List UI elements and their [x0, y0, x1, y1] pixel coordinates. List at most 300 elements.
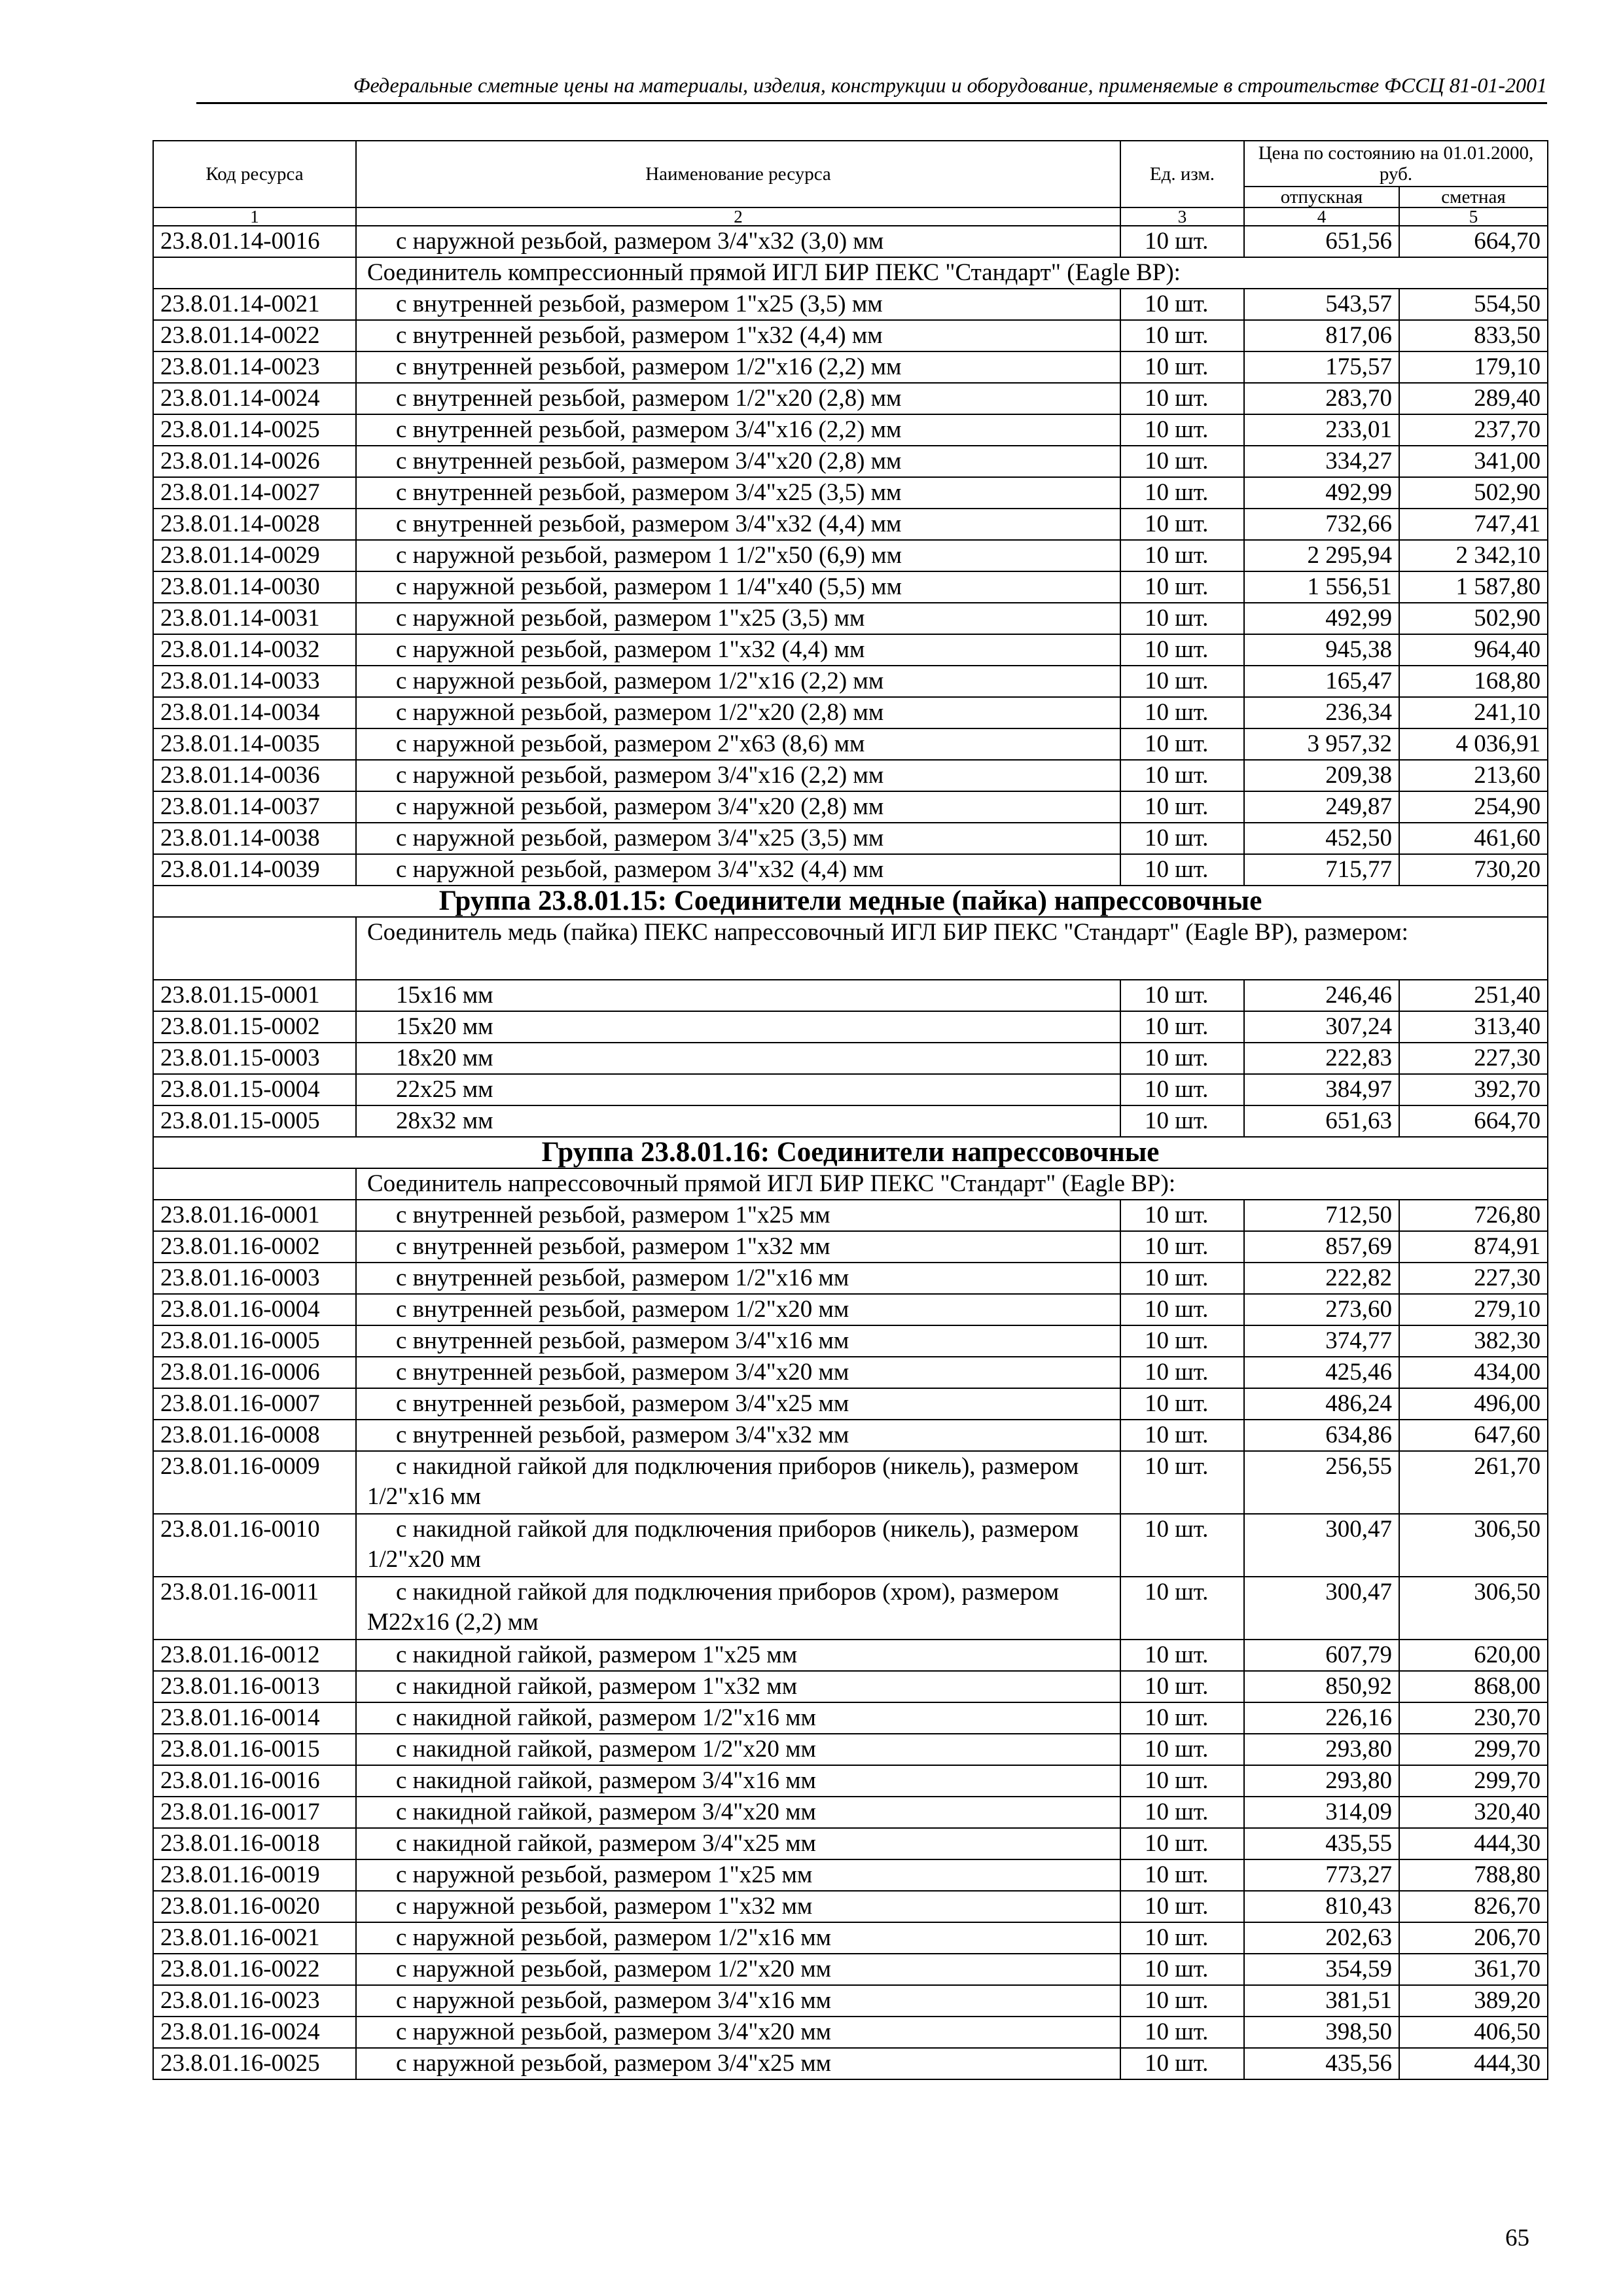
table-row [153, 226, 1548, 257]
unit-cell: 10 шт. [1120, 728, 1244, 760]
estimate-price: 392,70 [1399, 1074, 1548, 1105]
resource-code: 23.8.01.16-0024 [153, 2017, 356, 2048]
table-row [153, 1702, 1548, 1734]
unit-cell: 10 шт. [1120, 1859, 1244, 1891]
table-row [153, 1200, 1548, 1231]
release-price: 398,50 [1244, 2017, 1399, 2048]
estimate-price: 261,70 [1399, 1451, 1548, 1514]
empty-code-cell [153, 257, 356, 289]
release-price: 374,77 [1244, 1325, 1399, 1357]
table-row [153, 2048, 1548, 2079]
release-price: 283,70 [1244, 383, 1399, 414]
resource-code: 23.8.01.16-0005 [153, 1325, 356, 1357]
unit-cell: 10 шт. [1120, 1765, 1244, 1797]
col-number: 1 [153, 207, 356, 226]
unit-cell: 10 шт. [1120, 289, 1244, 320]
resource-code: 23.8.01.15-0001 [153, 980, 356, 1011]
resource-code: 23.8.01.16-0025 [153, 2048, 356, 2079]
release-price: 236,34 [1244, 697, 1399, 728]
subheading-text: Соединитель медь (пайка) ПЕКС напрессовочный ИГЛ БИР ПЕКС "Стандарт" (Eagle BP), размером: [356, 917, 1548, 980]
resource-name: с наружной резьбой, размером 1"x25 (3,5) мм [356, 603, 1120, 634]
table-row [153, 414, 1548, 446]
estimate-price: 874,91 [1399, 1231, 1548, 1263]
resource-name: с наружной резьбой, размером 1 1/2"x50 (6,9) мм [356, 540, 1120, 571]
col-number: 4 [1244, 207, 1399, 226]
table-row [153, 603, 1548, 634]
unit-cell: 10 шт. [1120, 1734, 1244, 1765]
resource-name: с наружной резьбой, размером 3/4"x16 мм [356, 1985, 1120, 2017]
release-price: 607,79 [1244, 1640, 1399, 1671]
unit-cell: 10 шт. [1120, 2017, 1244, 2048]
estimate-price: 389,20 [1399, 1985, 1548, 2017]
release-price: 732,66 [1244, 509, 1399, 540]
col-number: 2 [356, 207, 1120, 226]
table-row [153, 1765, 1548, 1797]
unit-cell: 10 шт. [1120, 1985, 1244, 2017]
estimate-price: 747,41 [1399, 509, 1548, 540]
resource-code: 23.8.01.14-0027 [153, 477, 356, 509]
table-row [153, 477, 1548, 509]
resource-name: с внутренней резьбой, размером 3/4"x20 мм [356, 1357, 1120, 1388]
estimate-price: 2 342,10 [1399, 540, 1548, 571]
resource-name: с наружной резьбой, размером 3/4"x20 (2,8) мм [356, 791, 1120, 823]
table-row [153, 571, 1548, 603]
estimate-price: 1 587,80 [1399, 571, 1548, 603]
group-heading-row [153, 1137, 1548, 1168]
unit-cell: 10 шт. [1120, 1577, 1244, 1640]
estimate-price: 444,30 [1399, 2048, 1548, 2079]
release-price: 651,56 [1244, 226, 1399, 257]
unit-cell: 10 шт. [1120, 666, 1244, 697]
resource-code: 23.8.01.15-0002 [153, 1011, 356, 1043]
table-row [153, 1577, 1548, 1640]
estimate-price: 4 036,91 [1399, 728, 1548, 760]
unit-cell: 10 шт. [1120, 1514, 1244, 1577]
table-row [153, 791, 1548, 823]
resource-name: 18x20 мм [356, 1043, 1120, 1074]
unit-cell: 10 шт. [1120, 1357, 1244, 1388]
unit-cell: 10 шт. [1120, 791, 1244, 823]
unit-cell: 10 шт. [1120, 226, 1244, 257]
estimate-price: 213,60 [1399, 760, 1548, 791]
unit-cell: 10 шт. [1120, 383, 1244, 414]
table-row [153, 1640, 1548, 1671]
unit-cell: 10 шт. [1120, 1011, 1244, 1043]
price-table [152, 140, 1548, 2080]
release-price: 256,55 [1244, 1451, 1399, 1514]
unit-cell: 10 шт. [1120, 1420, 1244, 1451]
col-header-code: Код ресурса [153, 141, 356, 207]
table-row [153, 320, 1548, 351]
subheading-row [153, 1168, 1548, 1200]
resource-code: 23.8.01.16-0014 [153, 1702, 356, 1734]
estimate-price: 299,70 [1399, 1734, 1548, 1765]
release-price: 384,97 [1244, 1074, 1399, 1105]
release-price: 233,01 [1244, 414, 1399, 446]
estimate-price: 361,70 [1399, 1954, 1548, 1985]
table-row [153, 509, 1548, 540]
resource-code: 23.8.01.16-0023 [153, 1985, 356, 2017]
col-header-name: Наименование ресурса [356, 141, 1120, 207]
unit-cell: 10 шт. [1120, 1325, 1244, 1357]
resource-name: с наружной резьбой, размером 1"x32 (4,4) мм [356, 634, 1120, 666]
release-price: 492,99 [1244, 603, 1399, 634]
estimate-price: 230,70 [1399, 1702, 1548, 1734]
estimate-price: 227,30 [1399, 1263, 1548, 1294]
resource-name: с внутренней резьбой, размером 1/2"x16 мм [356, 1263, 1120, 1294]
resource-name: с накидной гайкой, размером 1/2"x20 мм [356, 1734, 1120, 1765]
unit-cell: 10 шт. [1120, 571, 1244, 603]
resource-name: с наружной резьбой, размером 2"x63 (8,6) мм [356, 728, 1120, 760]
table-row [153, 1263, 1548, 1294]
table-row [153, 1828, 1548, 1859]
resource-name: с накидной гайкой для подключения приборов (хром), размером M22x16 (2,2) мм [356, 1577, 1120, 1640]
unit-cell: 10 шт. [1120, 1797, 1244, 1828]
resource-code: 23.8.01.14-0032 [153, 634, 356, 666]
resource-code: 23.8.01.14-0026 [153, 446, 356, 477]
release-price: 354,59 [1244, 1954, 1399, 1985]
table-row [153, 351, 1548, 383]
estimate-price: 341,00 [1399, 446, 1548, 477]
unit-cell: 10 шт. [1120, 1451, 1244, 1514]
resource-code: 23.8.01.16-0009 [153, 1451, 356, 1514]
resource-name: 15x20 мм [356, 1011, 1120, 1043]
resource-name: с наружной резьбой, размером 1/2"x20 мм [356, 1954, 1120, 1985]
release-price: 543,57 [1244, 289, 1399, 320]
resource-code: 23.8.01.16-0010 [153, 1514, 356, 1577]
unit-cell: 10 шт. [1120, 509, 1244, 540]
estimate-price: 206,70 [1399, 1922, 1548, 1954]
estimate-price: 251,40 [1399, 980, 1548, 1011]
resource-code: 23.8.01.14-0038 [153, 823, 356, 854]
resource-code: 23.8.01.14-0035 [153, 728, 356, 760]
resource-name: с внутренней резьбой, размером 1/2"x20 мм [356, 1294, 1120, 1325]
group-heading: Группа 23.8.01.16: Соединители напрессовочные [153, 1137, 1548, 1168]
table-row [153, 1420, 1548, 1451]
resource-code: 23.8.01.14-0023 [153, 351, 356, 383]
resource-name: с внутренней резьбой, размером 1"x32 (4,4) мм [356, 320, 1120, 351]
price-table-body [153, 226, 1548, 2079]
table-row [153, 697, 1548, 728]
release-price: 486,24 [1244, 1388, 1399, 1420]
header-rule [196, 102, 1547, 104]
table-row [153, 1451, 1548, 1514]
table-row [153, 1922, 1548, 1954]
resource-name: с внутренней резьбой, размером 3/4"x32 мм [356, 1420, 1120, 1451]
resource-name: с наружной резьбой, размером 1"x25 мм [356, 1859, 1120, 1891]
release-price: 810,43 [1244, 1891, 1399, 1922]
release-price: 3 957,32 [1244, 728, 1399, 760]
resource-code: 23.8.01.16-0018 [153, 1828, 356, 1859]
resource-name: с наружной резьбой, размером 1/2"x16 (2,2) мм [356, 666, 1120, 697]
estimate-price: 279,10 [1399, 1294, 1548, 1325]
table-row [153, 760, 1548, 791]
estimate-price: 254,90 [1399, 791, 1548, 823]
release-price: 209,38 [1244, 760, 1399, 791]
subheading-text: Соединитель напрессовочный прямой ИГЛ БИР ПЕКС "Стандарт" (Eagle BP): [356, 1168, 1548, 1200]
resource-name: с наружной резьбой, размером 3/4"x16 (2,2) мм [356, 760, 1120, 791]
resource-name: 22x25 мм [356, 1074, 1120, 1105]
release-price: 850,92 [1244, 1671, 1399, 1702]
resource-name: с внутренней резьбой, размером 1/2"x20 (2,8) мм [356, 383, 1120, 414]
running-header: Федеральные сметные цены на материалы, изделия, конструкции и оборудование, применяемые в строительстве ФССЦ 81-01-2001 [353, 73, 1547, 97]
unit-cell: 10 шт. [1120, 446, 1244, 477]
release-price: 246,46 [1244, 980, 1399, 1011]
estimate-price: 826,70 [1399, 1891, 1548, 1922]
release-price: 634,86 [1244, 1420, 1399, 1451]
release-price: 712,50 [1244, 1200, 1399, 1231]
unit-cell: 10 шт. [1120, 1828, 1244, 1859]
table-row [153, 2017, 1548, 2048]
resource-name: с наружной резьбой, размером 1 1/4"x40 (5,5) мм [356, 571, 1120, 603]
release-price: 715,77 [1244, 854, 1399, 886]
table-row [153, 1043, 1548, 1074]
estimate-price: 320,40 [1399, 1797, 1548, 1828]
col-header-unit: Ед. изм. [1120, 141, 1244, 207]
estimate-price: 313,40 [1399, 1011, 1548, 1043]
resource-name: с наружной резьбой, размером 3/4"x20 мм [356, 2017, 1120, 2048]
col-header-price: Цена по состоянию на 01.01.2000, руб. [1244, 141, 1548, 187]
release-price: 435,56 [1244, 2048, 1399, 2079]
resource-name: с внутренней резьбой, размером 1"x25 мм [356, 1200, 1120, 1231]
resource-name: с внутренней резьбой, размером 3/4"x20 (2,8) мм [356, 446, 1120, 477]
unit-cell: 10 шт. [1120, 351, 1244, 383]
resource-code: 23.8.01.14-0030 [153, 571, 356, 603]
resource-name: с наружной резьбой, размером 1"x32 мм [356, 1891, 1120, 1922]
release-price: 314,09 [1244, 1797, 1399, 1828]
estimate-price: 726,80 [1399, 1200, 1548, 1231]
estimate-price: 964,40 [1399, 634, 1548, 666]
resource-code: 23.8.01.16-0006 [153, 1357, 356, 1388]
estimate-price: 444,30 [1399, 1828, 1548, 1859]
unit-cell: 10 шт. [1120, 540, 1244, 571]
release-price: 2 295,94 [1244, 540, 1399, 571]
unit-cell: 10 шт. [1120, 414, 1244, 446]
resource-code: 23.8.01.14-0028 [153, 509, 356, 540]
estimate-price: 496,00 [1399, 1388, 1548, 1420]
resource-code: 23.8.01.15-0003 [153, 1043, 356, 1074]
unit-cell: 10 шт. [1120, 1294, 1244, 1325]
unit-cell: 10 шт. [1120, 823, 1244, 854]
unit-cell: 10 шт. [1120, 1671, 1244, 1702]
release-price: 293,80 [1244, 1765, 1399, 1797]
col-header-estimate: сметная [1399, 187, 1548, 207]
table-row [153, 1105, 1548, 1137]
release-price: 273,60 [1244, 1294, 1399, 1325]
col-number: 5 [1399, 207, 1548, 226]
estimate-price: 237,70 [1399, 414, 1548, 446]
estimate-price: 730,20 [1399, 854, 1548, 886]
group-heading-row [153, 886, 1548, 917]
unit-cell: 10 шт. [1120, 1263, 1244, 1294]
resource-name: с наружной резьбой, размером 3/4"x25 мм [356, 2048, 1120, 2079]
unit-cell: 10 шт. [1120, 320, 1244, 351]
unit-cell: 10 шт. [1120, 760, 1244, 791]
estimate-price: 788,80 [1399, 1859, 1548, 1891]
release-price: 307,24 [1244, 1011, 1399, 1043]
unit-cell: 10 шт. [1120, 980, 1244, 1011]
release-price: 651,63 [1244, 1105, 1399, 1137]
resource-name: с наружной резьбой, размером 1/2"x20 (2,8) мм [356, 697, 1120, 728]
resource-code: 23.8.01.16-0003 [153, 1263, 356, 1294]
resource-name: 28x32 мм [356, 1105, 1120, 1137]
unit-cell: 10 шт. [1120, 1954, 1244, 1985]
resource-name: с внутренней резьбой, размером 3/4"x25 (3,5) мм [356, 477, 1120, 509]
resource-code: 23.8.01.16-0012 [153, 1640, 356, 1671]
estimate-price: 434,00 [1399, 1357, 1548, 1388]
table-row [153, 1734, 1548, 1765]
table-row [153, 383, 1548, 414]
table-row [153, 1985, 1548, 2017]
resource-code: 23.8.01.14-0021 [153, 289, 356, 320]
estimate-price: 502,90 [1399, 477, 1548, 509]
table-row [153, 1514, 1548, 1577]
resource-name: с внутренней резьбой, размером 3/4"x32 (4,4) мм [356, 509, 1120, 540]
resource-name: с внутренней резьбой, размером 3/4"x16 (2,2) мм [356, 414, 1120, 446]
unit-cell: 10 шт. [1120, 1891, 1244, 1922]
release-price: 165,47 [1244, 666, 1399, 697]
resource-name: с накидной гайкой для подключения приборов (никель), размером 1/2"x16 мм [356, 1451, 1120, 1514]
table-row [153, 1231, 1548, 1263]
unit-cell: 10 шт. [1120, 1922, 1244, 1954]
resource-code: 23.8.01.16-0022 [153, 1954, 356, 1985]
resource-name: с внутренней резьбой, размером 1"x32 мм [356, 1231, 1120, 1263]
resource-code: 23.8.01.14-0022 [153, 320, 356, 351]
subheading-row [153, 257, 1548, 289]
table-row [153, 1859, 1548, 1891]
estimate-price: 647,60 [1399, 1420, 1548, 1451]
resource-name: с внутренней резьбой, размером 1/2"x16 (2,2) мм [356, 351, 1120, 383]
resource-name: с наружной резьбой, размером 3/4"x32 (4,4) мм [356, 854, 1120, 886]
resource-code: 23.8.01.14-0036 [153, 760, 356, 791]
release-price: 222,83 [1244, 1043, 1399, 1074]
table-row [153, 1357, 1548, 1388]
table-row [153, 1954, 1548, 1985]
table-row [153, 728, 1548, 760]
unit-cell: 10 шт. [1120, 854, 1244, 886]
release-price: 300,47 [1244, 1577, 1399, 1640]
table-row [153, 1797, 1548, 1828]
estimate-price: 241,10 [1399, 697, 1548, 728]
table-row [153, 446, 1548, 477]
estimate-price: 620,00 [1399, 1640, 1548, 1671]
resource-code: 23.8.01.16-0016 [153, 1765, 356, 1797]
resource-code: 23.8.01.16-0001 [153, 1200, 356, 1231]
resource-name: с накидной гайкой, размером 3/4"x25 мм [356, 1828, 1120, 1859]
release-price: 435,55 [1244, 1828, 1399, 1859]
resource-name: с внутренней резьбой, размером 3/4"x25 мм [356, 1388, 1120, 1420]
estimate-price: 461,60 [1399, 823, 1548, 854]
unit-cell: 10 шт. [1120, 1640, 1244, 1671]
estimate-price: 554,50 [1399, 289, 1548, 320]
unit-cell: 10 шт. [1120, 1105, 1244, 1137]
resource-name: с внутренней резьбой, размером 3/4"x16 мм [356, 1325, 1120, 1357]
resource-code: 23.8.01.16-0013 [153, 1671, 356, 1702]
table-row [153, 1294, 1548, 1325]
resource-name: с наружной резьбой, размером 3/4"x25 (3,5) мм [356, 823, 1120, 854]
release-price: 249,87 [1244, 791, 1399, 823]
unit-cell: 10 шт. [1120, 1702, 1244, 1734]
release-price: 381,51 [1244, 1985, 1399, 2017]
resource-code: 23.8.01.15-0005 [153, 1105, 356, 1137]
resource-code: 23.8.01.14-0016 [153, 226, 356, 257]
unit-cell: 10 шт. [1120, 1074, 1244, 1105]
unit-cell: 10 шт. [1120, 634, 1244, 666]
resource-name: с накидной гайкой для подключения приборов (никель), размером 1/2"x20 мм [356, 1514, 1120, 1577]
estimate-price: 664,70 [1399, 1105, 1548, 1137]
unit-cell: 10 шт. [1120, 1200, 1244, 1231]
col-number: 3 [1120, 207, 1244, 226]
table-row [153, 1325, 1548, 1357]
estimate-price: 306,50 [1399, 1514, 1548, 1577]
resource-name: с накидной гайкой, размером 1"x32 мм [356, 1671, 1120, 1702]
resource-code: 23.8.01.14-0031 [153, 603, 356, 634]
group-heading: Группа 23.8.01.15: Соединители медные (пайка) напрессовочные [153, 886, 1548, 917]
resource-name: с наружной резьбой, размером 1/2"x16 мм [356, 1922, 1120, 1954]
estimate-price: 664,70 [1399, 226, 1548, 257]
resource-code: 23.8.01.16-0007 [153, 1388, 356, 1420]
resource-code: 23.8.01.14-0037 [153, 791, 356, 823]
resource-code: 23.8.01.16-0020 [153, 1891, 356, 1922]
resource-name: с внутренней резьбой, размером 1"x25 (3,5) мм [356, 289, 1120, 320]
unit-cell: 10 шт. [1120, 2048, 1244, 2079]
release-price: 773,27 [1244, 1859, 1399, 1891]
release-price: 817,06 [1244, 320, 1399, 351]
resource-code: 23.8.01.15-0004 [153, 1074, 356, 1105]
estimate-price: 868,00 [1399, 1671, 1548, 1702]
table-row [153, 540, 1548, 571]
resource-name: с накидной гайкой, размером 3/4"x20 мм [356, 1797, 1120, 1828]
estimate-price: 227,30 [1399, 1043, 1548, 1074]
resource-code: 23.8.01.14-0029 [153, 540, 356, 571]
release-price: 334,27 [1244, 446, 1399, 477]
table-row [153, 289, 1548, 320]
unit-cell: 10 шт. [1120, 1043, 1244, 1074]
table-row [153, 1671, 1548, 1702]
resource-code: 23.8.01.16-0017 [153, 1797, 356, 1828]
table-row [153, 1011, 1548, 1043]
release-price: 222,82 [1244, 1263, 1399, 1294]
table-row [153, 980, 1548, 1011]
table-row [153, 1074, 1548, 1105]
table-row [153, 1388, 1548, 1420]
release-price: 452,50 [1244, 823, 1399, 854]
release-price: 293,80 [1244, 1734, 1399, 1765]
unit-cell: 10 шт. [1120, 603, 1244, 634]
release-price: 226,16 [1244, 1702, 1399, 1734]
table-row [153, 666, 1548, 697]
release-price: 425,46 [1244, 1357, 1399, 1388]
subheading-row [153, 917, 1548, 980]
resource-code: 23.8.01.16-0015 [153, 1734, 356, 1765]
resource-code: 23.8.01.16-0011 [153, 1577, 356, 1640]
resource-code: 23.8.01.16-0019 [153, 1859, 356, 1891]
empty-code-cell [153, 917, 356, 980]
release-price: 202,63 [1244, 1922, 1399, 1954]
resource-name: с наружной резьбой, размером 3/4"x32 (3,0) мм [356, 226, 1120, 257]
resource-code: 23.8.01.14-0034 [153, 697, 356, 728]
table-row [153, 634, 1548, 666]
table-row [153, 854, 1548, 886]
resource-code: 23.8.01.14-0025 [153, 414, 356, 446]
resource-code: 23.8.01.14-0033 [153, 666, 356, 697]
resource-name: с накидной гайкой, размером 1"x25 мм [356, 1640, 1120, 1671]
unit-cell: 10 шт. [1120, 1388, 1244, 1420]
estimate-price: 306,50 [1399, 1577, 1548, 1640]
release-price: 945,38 [1244, 634, 1399, 666]
unit-cell: 10 шт. [1120, 1231, 1244, 1263]
estimate-price: 833,50 [1399, 320, 1548, 351]
